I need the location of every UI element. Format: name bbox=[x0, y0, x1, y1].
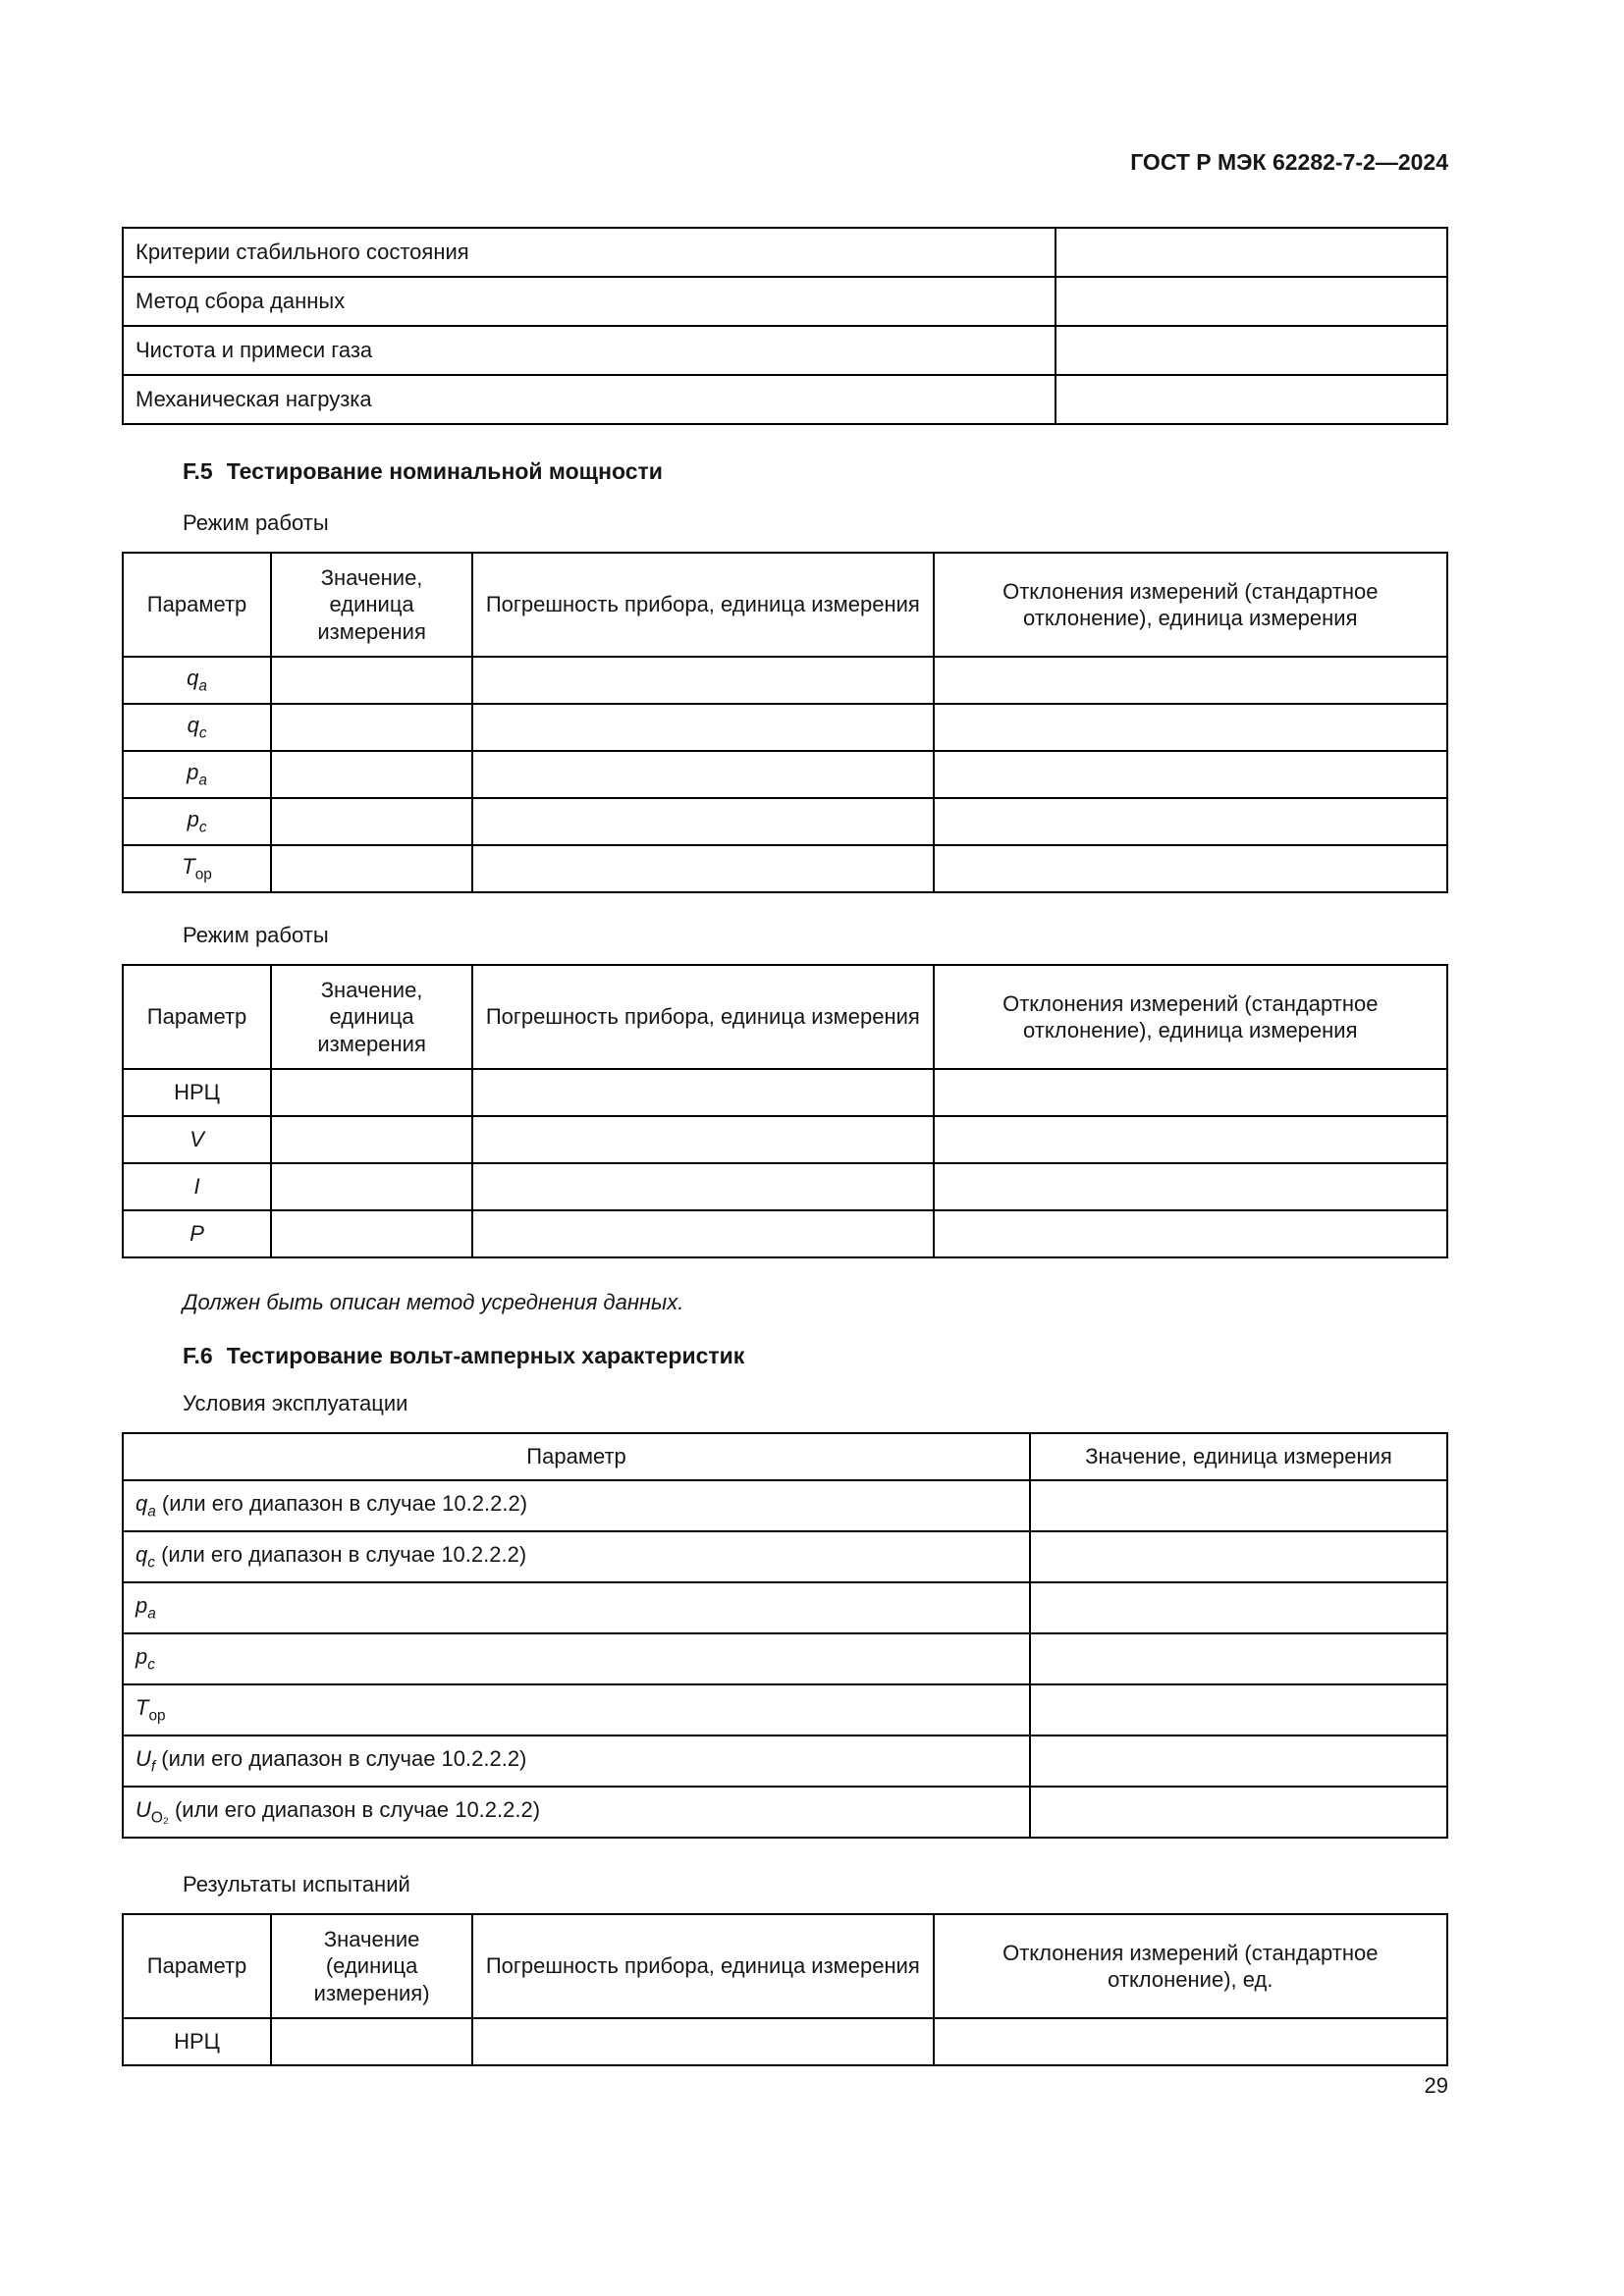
accuracy-cell-empty bbox=[472, 657, 933, 704]
param-subscript: a bbox=[198, 772, 207, 789]
header-cell-value: Значение, единица измерения bbox=[1030, 1433, 1447, 1480]
param-symbol: P bbox=[189, 1221, 204, 1247]
page-number: 29 bbox=[1424, 2073, 1448, 2098]
general-conditions-table bbox=[122, 227, 1448, 425]
header-cell-value: Значение, единица измерения bbox=[271, 965, 472, 1069]
averaging-note: Должен быть описан метод усреднения данных. bbox=[183, 1290, 684, 1314]
deviation-cell-empty bbox=[934, 2018, 1447, 2065]
param-subscript: ор bbox=[194, 866, 212, 883]
condition-label-cell: Метод сбора данных bbox=[123, 277, 1056, 326]
table-header-row bbox=[123, 965, 1447, 1069]
param-cell bbox=[123, 1684, 1030, 1735]
condition-label-cell: Механическая нагрузка bbox=[123, 375, 1056, 424]
deviation-cell-empty bbox=[934, 1163, 1447, 1210]
header-cell-deviation: Отклонения измерений (стандартное отклонение), единица измерения bbox=[934, 553, 1447, 657]
param-symbol: q bbox=[135, 1542, 148, 1568]
f5-mode2-table bbox=[122, 964, 1448, 1258]
header-cell-deviation: Отклонения измерений (стандартное отклонение), единица измерения bbox=[934, 965, 1447, 1069]
accuracy-cell-empty bbox=[472, 1210, 933, 1257]
value-cell-empty bbox=[271, 1163, 472, 1210]
table-row bbox=[123, 845, 1447, 892]
param-cell bbox=[123, 1582, 1030, 1633]
section-number: F.6 bbox=[183, 1343, 213, 1368]
param-cell bbox=[123, 1163, 271, 1210]
deviation-cell-empty bbox=[934, 657, 1447, 704]
section-title: Тестирование вольт-амперных характеристик bbox=[226, 1343, 745, 1368]
table-row bbox=[123, 228, 1447, 277]
table-row bbox=[123, 1069, 1447, 1116]
value-cell-empty bbox=[1030, 1787, 1447, 1838]
value-cell-empty bbox=[271, 798, 472, 845]
accuracy-cell-empty bbox=[472, 845, 933, 892]
table-row bbox=[123, 657, 1447, 704]
param-symbol: p bbox=[135, 1644, 148, 1670]
condition-value-cell-empty bbox=[1056, 326, 1447, 375]
param-cell bbox=[123, 1069, 271, 1116]
mode-label-1: Режим работы bbox=[183, 510, 329, 535]
deviation-cell-empty bbox=[934, 1116, 1447, 1163]
param-subscript: f bbox=[150, 1758, 156, 1776]
value-cell-empty bbox=[1030, 1684, 1447, 1735]
condition-label-cell: Чистота и примеси газа bbox=[123, 326, 1056, 375]
deviation-cell-empty bbox=[934, 1069, 1447, 1116]
accuracy-cell-empty bbox=[472, 1163, 933, 1210]
param-cell bbox=[123, 1116, 271, 1163]
param-subscript: a bbox=[198, 677, 207, 695]
value-cell-empty bbox=[1030, 1735, 1447, 1787]
table-header-row bbox=[123, 1914, 1447, 2018]
param-cell bbox=[123, 1480, 1030, 1531]
param-note: (или его диапазон в случае 10.2.2.2) bbox=[155, 1746, 527, 1772]
param-subscript: a bbox=[147, 1605, 156, 1623]
value-cell-empty bbox=[1030, 1633, 1447, 1684]
condition-value-cell-empty bbox=[1056, 277, 1447, 326]
table-row bbox=[123, 1735, 1447, 1787]
param-symbol: U bbox=[135, 1746, 151, 1772]
section-number: F.5 bbox=[183, 458, 213, 484]
value-cell-empty bbox=[1030, 1480, 1447, 1531]
param-subscript: ор bbox=[148, 1707, 166, 1725]
param-note: (или его диапазон в случае 10.2.2.2) bbox=[155, 1491, 528, 1517]
section-title: Тестирование номинальной мощности bbox=[226, 458, 663, 484]
table-row bbox=[123, 1116, 1447, 1163]
param-cell bbox=[123, 751, 271, 798]
header-cell-accuracy: Погрешность прибора, единица измерения bbox=[472, 553, 933, 657]
param-subscript: c bbox=[147, 1554, 155, 1572]
value-cell-empty bbox=[1030, 1582, 1447, 1633]
param-symbol: I bbox=[193, 1174, 200, 1200]
param-subscript: O₂ bbox=[150, 1809, 169, 1827]
table-row bbox=[123, 1531, 1447, 1582]
table-row bbox=[123, 704, 1447, 751]
value-cell-empty bbox=[271, 845, 472, 892]
accuracy-cell-empty bbox=[472, 751, 933, 798]
param-symbol: q bbox=[187, 666, 199, 691]
value-cell-empty bbox=[271, 751, 472, 798]
param-symbol: НРЦ bbox=[174, 2029, 220, 2055]
f5-mode1-table bbox=[122, 552, 1448, 893]
param-cell bbox=[123, 657, 271, 704]
condition-value-cell-empty bbox=[1056, 375, 1447, 424]
header-cell-value: Значение (единица измерения) bbox=[271, 1914, 472, 2018]
table-row bbox=[123, 1582, 1447, 1633]
accuracy-cell-empty bbox=[472, 798, 933, 845]
table-header-row bbox=[123, 1433, 1447, 1480]
value-cell-empty bbox=[271, 1069, 472, 1116]
table-row bbox=[123, 751, 1447, 798]
value-cell-empty bbox=[271, 2018, 472, 2065]
deviation-cell-empty bbox=[934, 751, 1447, 798]
f6-results-table bbox=[122, 1913, 1448, 2066]
table-header-row bbox=[123, 553, 1447, 657]
table-row bbox=[123, 375, 1447, 424]
param-symbol: T bbox=[135, 1695, 149, 1721]
accuracy-cell-empty bbox=[472, 2018, 933, 2065]
deviation-cell-empty bbox=[934, 1210, 1447, 1257]
value-cell-empty bbox=[271, 1116, 472, 1163]
param-subscript: c bbox=[147, 1656, 155, 1674]
param-cell bbox=[123, 845, 271, 892]
header-cell-param: Параметр bbox=[123, 553, 271, 657]
conditions-label: Условия эксплуатации bbox=[183, 1391, 408, 1415]
header-cell-param: Параметр bbox=[123, 965, 271, 1069]
param-cell bbox=[123, 1787, 1030, 1838]
param-symbol: p bbox=[187, 760, 199, 785]
param-subscript: c bbox=[198, 724, 207, 742]
header-cell-deviation: Отклонения измерений (стандартное отклонение), ед. bbox=[934, 1914, 1447, 2018]
header-cell-accuracy: Погрешность прибора, единица измерения bbox=[472, 965, 933, 1069]
value-cell-empty bbox=[271, 704, 472, 751]
table-row bbox=[123, 798, 1447, 845]
param-cell bbox=[123, 1531, 1030, 1582]
param-subscript: c bbox=[198, 819, 207, 836]
results-label: Результаты испытаний bbox=[183, 1872, 410, 1896]
section-f6-heading bbox=[122, 1343, 1448, 1369]
document-header: ГОСТ Р МЭК 62282-7-2—2024 bbox=[1130, 149, 1448, 175]
table-row bbox=[123, 1480, 1447, 1531]
param-cell bbox=[123, 1735, 1030, 1787]
header-cell-param: Параметр bbox=[123, 1914, 271, 2018]
mode-label-2: Режим работы bbox=[183, 923, 329, 947]
header-cell-param: Параметр bbox=[123, 1433, 1030, 1480]
param-note: (или его диапазон в случае 10.2.2.2) bbox=[154, 1542, 527, 1568]
section-f5-heading bbox=[122, 458, 1448, 485]
table-row bbox=[123, 1787, 1447, 1838]
table-row bbox=[123, 277, 1447, 326]
param-symbol: V bbox=[189, 1127, 204, 1152]
deviation-cell-empty bbox=[934, 798, 1447, 845]
deviation-cell-empty bbox=[934, 704, 1447, 751]
param-symbol: T bbox=[182, 854, 195, 880]
deviation-cell-empty bbox=[934, 845, 1447, 892]
table-row bbox=[123, 2018, 1447, 2065]
param-cell bbox=[123, 1633, 1030, 1684]
condition-label-cell: Критерии стабильного состояния bbox=[123, 228, 1056, 277]
param-symbol: U bbox=[135, 1797, 151, 1823]
accuracy-cell-empty bbox=[472, 1069, 933, 1116]
table-row bbox=[123, 1684, 1447, 1735]
f6-conditions-table bbox=[122, 1432, 1448, 1839]
param-cell bbox=[123, 1210, 271, 1257]
param-cell bbox=[123, 798, 271, 845]
table-row bbox=[123, 1163, 1447, 1210]
param-cell bbox=[123, 2018, 271, 2065]
header-cell-accuracy: Погрешность прибора, единица измерения bbox=[472, 1914, 933, 2018]
param-note: (или его диапазон в случае 10.2.2.2) bbox=[168, 1797, 541, 1823]
param-symbol: q bbox=[187, 713, 199, 738]
accuracy-cell-empty bbox=[472, 704, 933, 751]
table-row bbox=[123, 1210, 1447, 1257]
table-row bbox=[123, 1633, 1447, 1684]
param-symbol: q bbox=[135, 1491, 148, 1517]
table-row bbox=[123, 326, 1447, 375]
value-cell-empty bbox=[271, 657, 472, 704]
param-symbol: p bbox=[135, 1593, 148, 1619]
param-symbol: НРЦ bbox=[174, 1080, 220, 1105]
param-symbol: p bbox=[187, 807, 199, 832]
condition-value-cell-empty bbox=[1056, 228, 1447, 277]
param-cell bbox=[123, 704, 271, 751]
header-cell-value: Значение, единица измерения bbox=[271, 553, 472, 657]
value-cell-empty bbox=[1030, 1531, 1447, 1582]
value-cell-empty bbox=[271, 1210, 472, 1257]
accuracy-cell-empty bbox=[472, 1116, 933, 1163]
param-subscript: a bbox=[147, 1503, 156, 1521]
